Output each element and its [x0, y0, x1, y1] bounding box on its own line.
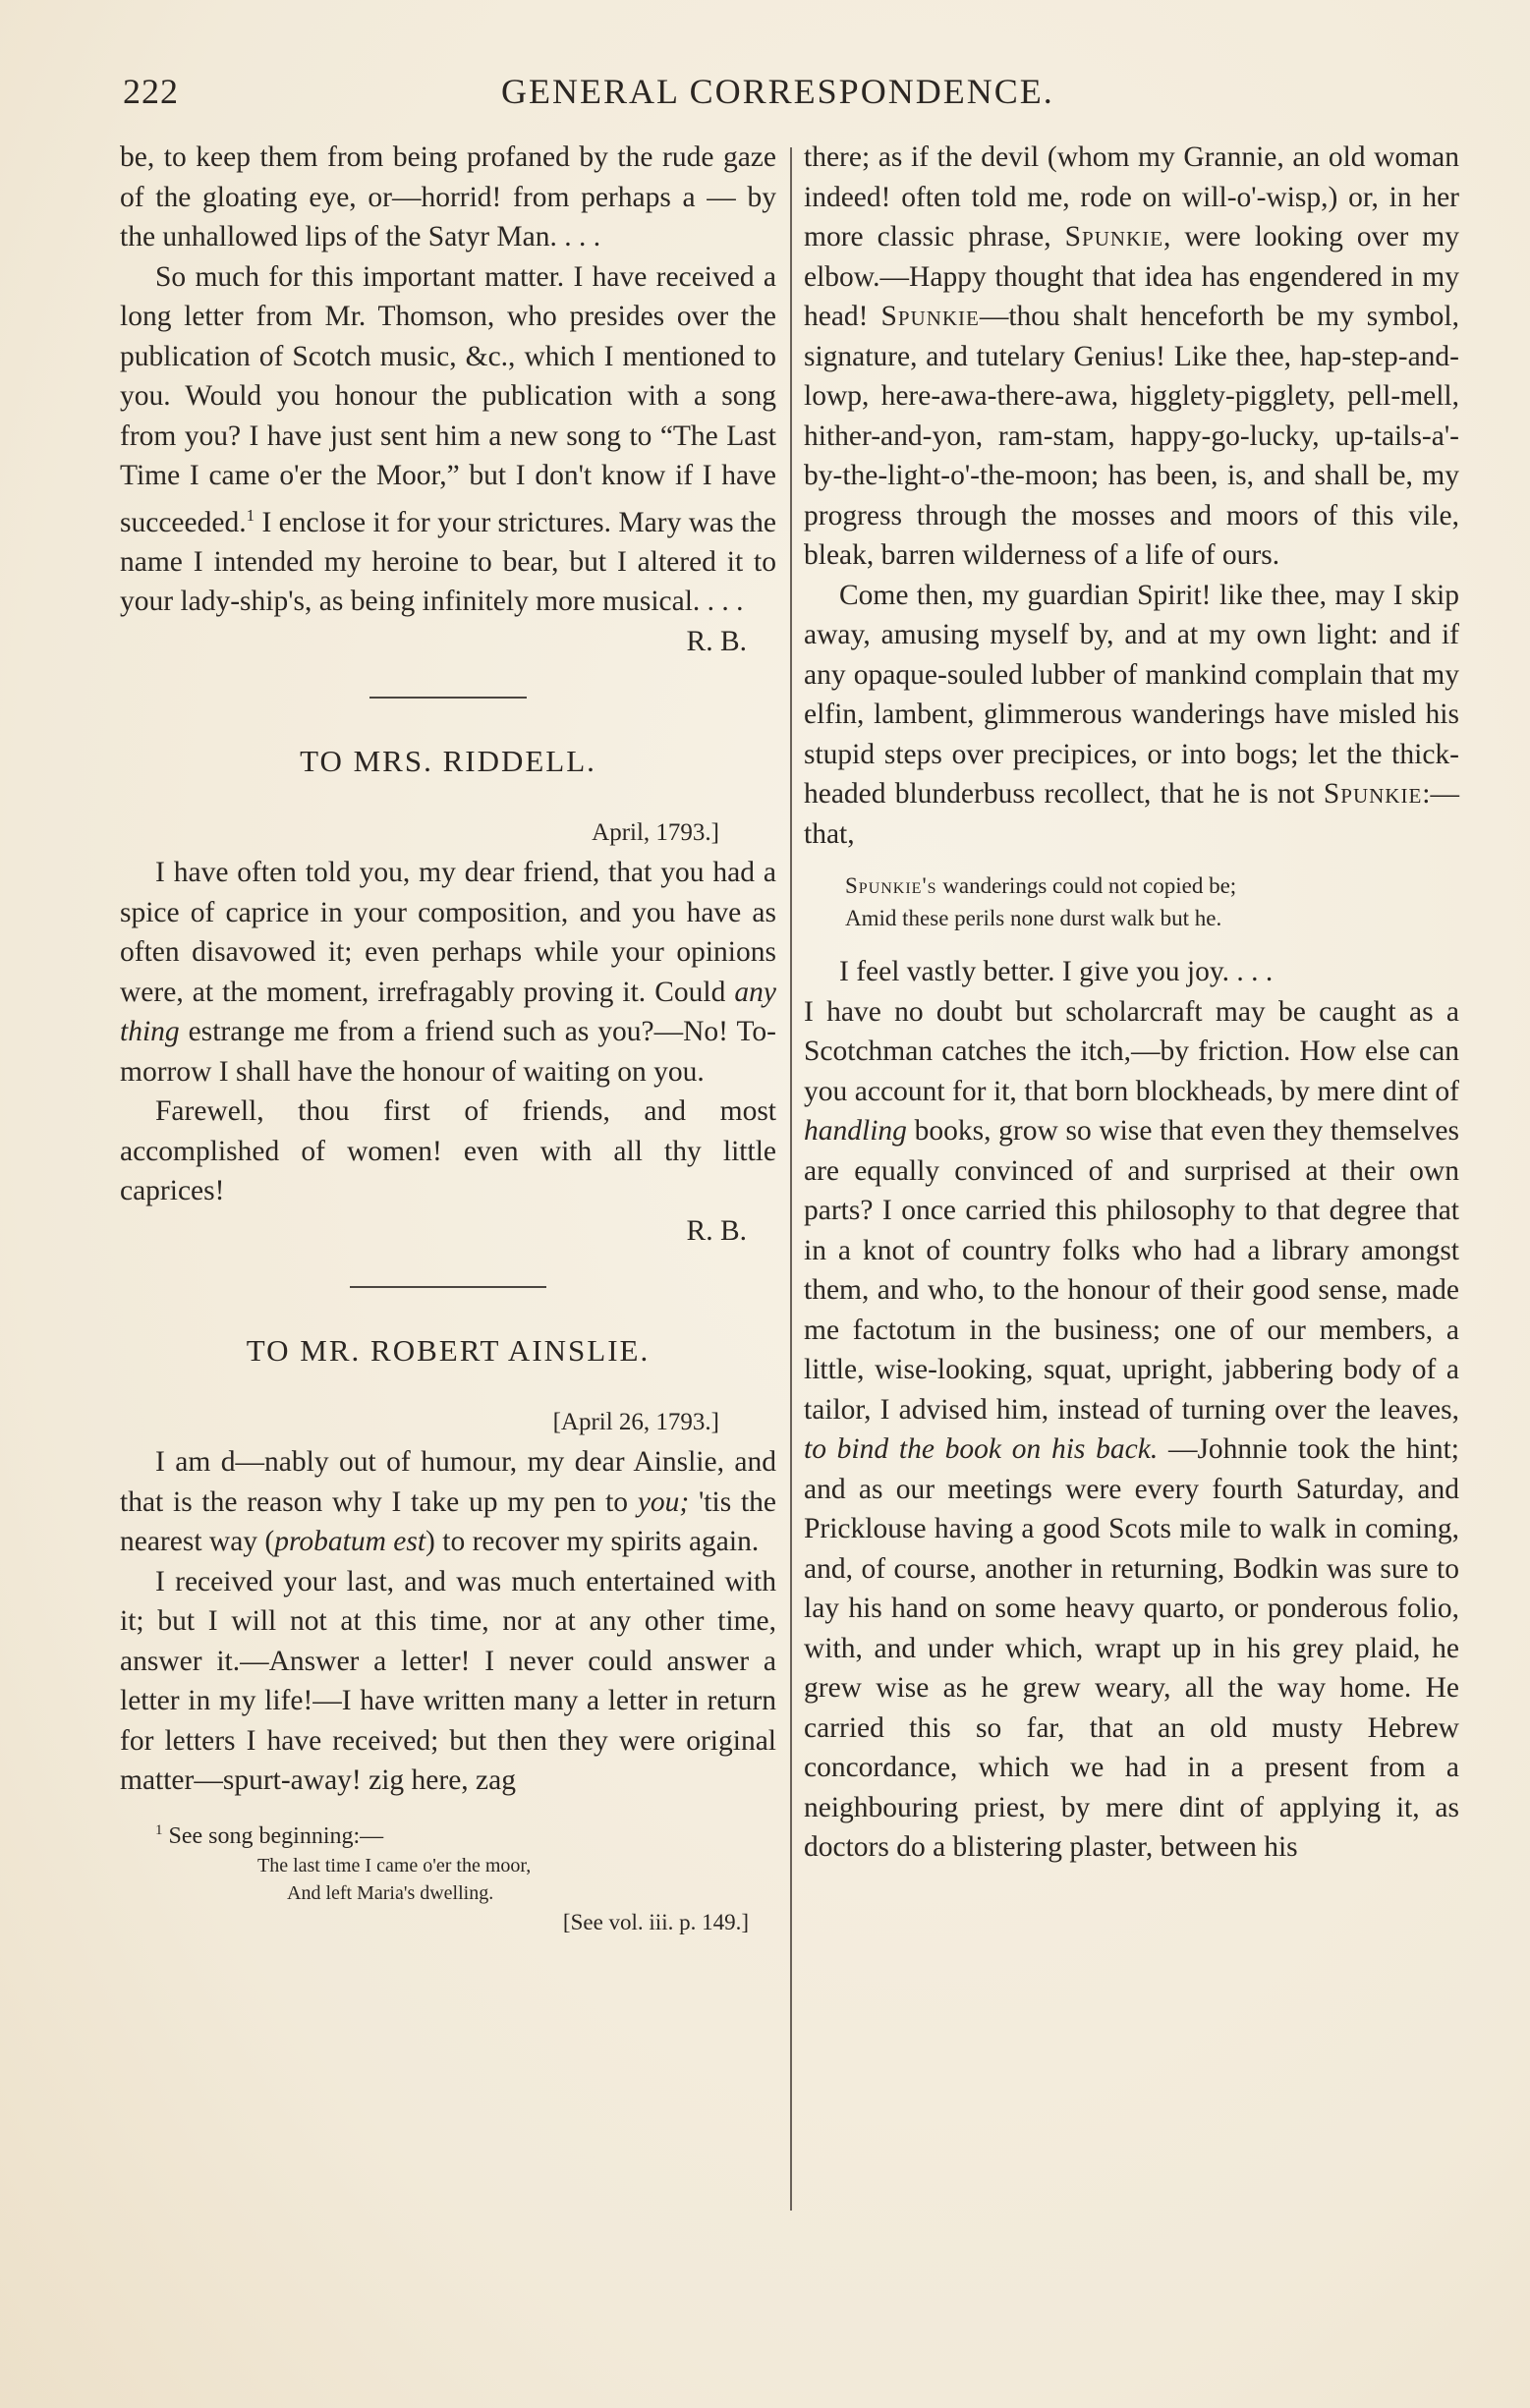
letter-heading: TO MRS. RIDDELL.	[300, 744, 596, 779]
signature: R. B.	[686, 625, 747, 657]
paragraph: be, to keep them from being profaned by the rude gaze of the gloating eye, or—horrid! from perhaps a — by the unhallowed lips of the Satyr Man. . . .	[120, 141, 776, 252]
paragraph: I have often told you, my dear friend, that you had a spice of caprice in your composition, and you have as often disavowed it; even perhaps while your opinions were, at the moment, irrefragably proving it. Could any thing estrange me from a friend such as you?—No! To-morrow I shall have the honour of waiting on you.	[120, 857, 776, 1088]
footnote: $^1$ See song beginning:— The last time I came o'er the moor, And left Maria's dwelling. [See vol. iii. p. 149.]	[120, 1815, 776, 1938]
paragraph: there; as if the devil (whom my Grannie, an old woman indeed! often told me, rode on will-o'-wisp,) or, in her more classic phrase, Spunkie, were looking over my elbow.—Happy thought that idea has engendered in my head! Spunkie—thou shalt henceforth be my symbol, signature, and tutelary Genius! Like thee, hap-step-and-lowp, here-awa-there-awa, higglety-pigglety, pell-mell, hither-and-yon, ram-stam, happy-go-lucky, up-tails-a'-by-the-light-o'-the-moon; has been, is, and shall be, my progress through the mosses and moors of this vile, bleak, barren wilderness of a life of ours.	[804, 141, 1459, 571]
paragraph: I am d—nably out of humour, my dear Ainslie, and that is the reason why I take up my pen to you; 'tis the nearest way (probatum est) to recover my spirits again.	[120, 1446, 776, 1558]
verse-quotation: Spunkie's wanderings could not copied be; Amid these perils none durst walk but he.	[845, 873, 1237, 930]
letter-date: [April 26, 1793.]	[552, 1408, 719, 1435]
paragraph: Farewell, thou first of friends, and most accomplished of women! even with all thy little caprices!	[120, 1095, 776, 1207]
paragraph: I have no doubt but scholarcraft may be caught as a Scotchman catches the itch,—by friction. How else can you account for it, that born blockheads, by mere dint of handling books, grow so wise that even they themselves are equally convinced of and surprised at their own parts? I once carried this philosophy to that degree that in a knot of country folks who had a library amongst them, and who, to the honour of their good sense, made me factotum in the business; one of our members, a little, wise-looking, squat, upright, jabbering body of a tailor, I advised him, instead of turning over the leaves, to bind the book on his back. —Johnnie took the hint; and as our meetings were every fourth Saturday, and Pricklouse having a good Scots mile to walk in coming, and, of course, another in returning, Bodkin was sure to lay his hand on some heavy quarto, or ponderous folio, with, and under which, wrapt up in his grey plaid, he grew wise as he grew weary, all the way home. He carried this so far, that an old musty Hebrew concordance, which we had in a present from a neighbouring priest, by mere dint of applying it, as doctors do a blistering plaster, between his	[804, 995, 1460, 1863]
footnote-verse: The last time I came o'er the moor,	[257, 1854, 532, 1876]
letter-date: April, 1793.]	[592, 818, 719, 846]
footnote-reference: [See vol. iii. p. 149.]	[562, 1909, 749, 1934]
letter-heading: TO MR. ROBERT AINSLIE.	[246, 1333, 651, 1369]
paragraph: I feel vastly better. I give you joy. . . .	[839, 956, 1274, 987]
paragraph: So much for this important matter. I have received a long letter from Mr. Thomson, who presides over the publication of Scotch music, &c., which I mentioned to you. Would you honour the publication with a song from you? I have just sent him a new song to “The Last Time I came o'er the Moor,” but I don't know if I have succeeded.$^1$ I enclose it for your strictures. Mary was the name I intended my heroine to bear, but I altered it to your lady-ship's, as being infinitely more musical. . . .	[120, 260, 776, 618]
page-header	[123, 71, 1105, 120]
column-divider	[790, 147, 792, 2211]
paragraph: Come then, my guardian Spirit! like thee, may I skip away, amusing myself by, and at my own light: and if any opaque-souled lubber of mankind complain that my elfin, lambent, glimmerous wanderings have misled his stupid steps over precipices, or into bogs; let the thick-headed blunderbuss recollect, that he is not Spunkie:—that,	[804, 579, 1459, 850]
right-column	[804, 138, 1459, 1868]
running-head: GENERAL CORRESPONDENCE.	[501, 72, 1054, 111]
footnote-verse: And left Maria's dwelling.	[287, 1881, 494, 1904]
page-number: 222	[123, 72, 179, 111]
footnote-marker: 1	[246, 505, 255, 525]
signature: R. B.	[686, 1214, 747, 1247]
paragraph: I received your last, and was much entertained with it; but I will not at this time, nor at any other time, answer it.—Answer a letter! I never could answer a letter in my life!—I have written many a letter in return for letters I have received; but then they were original matter—spurt-away! zig here, zag	[120, 1565, 776, 1797]
left-column	[120, 138, 776, 1938]
footnote-marker: 1	[155, 1821, 163, 1838]
section-divider	[369, 697, 527, 699]
section-divider	[350, 1286, 546, 1288]
